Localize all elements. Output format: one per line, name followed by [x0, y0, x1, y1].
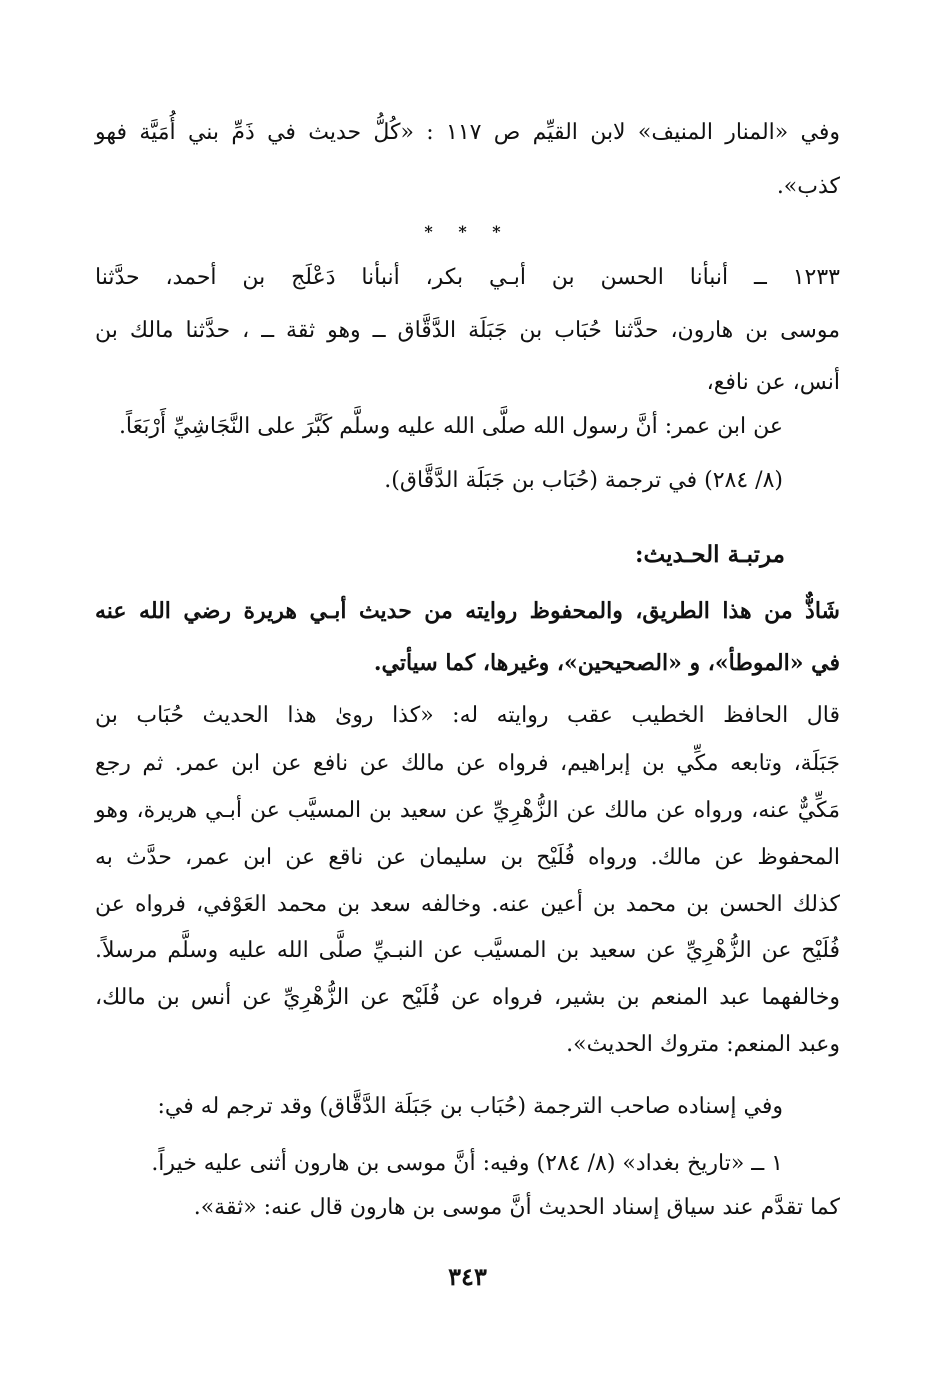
text-line: المحفوظ عن مالك. ورواه فُلَيْح بن سليمان عن ناقع عن ابن عمر، حدَّث به	[95, 845, 840, 870]
text-line: وفي إسناده صاحب الترجمة (حُبَاب بن جَبَلَة الدَّقَّاق) وقد ترجم له في:	[157, 1094, 783, 1119]
hadith-reference: (٨/ ٢٨٤) في ترجمة (حُبَاب بن جَبَلَة الدَّقَّاق).	[384, 468, 783, 493]
text-line: جَبَلَة، وتابعه مكِّي بن إبراهيم، فرواه عن مالك عن نافع عن ابن عمر. ثم رجع	[95, 751, 840, 776]
text-line: شَاذٌّ من هذا الطريق، والمحفوظ روايته من حديث أبـي هريرة رضي الله عنه	[95, 598, 840, 624]
text-line: ١٢٣٣ ــ أنبأنا الحسن بن أبـي بكر، أنبأنا دَعْلَج بن أحمد، حدَّثنا	[95, 265, 840, 290]
hadith-text: عن ابن عمر: أنَّ رسول الله صلَّى الله عليه وسلَّم كَبَّرَ على النَّجَاشِيِّ أَرْبَعَاً.	[118, 414, 783, 439]
text-line: وعبد المنعم: متروك الحديث».	[566, 1032, 840, 1057]
text-line: وفي «المنار المنيف» لابن القيِّم ص ١١٧ : «كُلُّ حديث في ذَمِّ بني أُمَيَّة فهو	[95, 120, 840, 145]
text-line: في «الموطأ»، و «الصحيحين»، وغيرها، كما سيأتي.	[373, 650, 840, 676]
text-line: أنس، عن نافع،	[706, 370, 840, 395]
source-item: ١ ــ «تاريخ بغداد» (٨/ ٢٨٤) وفيه: أنَّ موسى بن هارون أثنى عليه خيراً.	[151, 1151, 783, 1176]
text-line: كذب».	[776, 174, 840, 199]
text-line: كما تقدَّم عند سياق إسناد الحديث أنَّ موسى بن هارون قال عنه: «ثقة».	[193, 1195, 840, 1220]
text-line: كذلك الحسن بن محمد بن أعين عنه. وخالفه سعد بن محمد العَوْفي، فرواه عن	[95, 892, 840, 917]
section-heading: مرتبـة الحـديث:	[635, 541, 785, 568]
text-line: موسى بن هارون، حدَّثنا حُبَاب بن جَبَلَة الدَّقَّاق ــ وهو ثقة ــ ، حدَّثنا مالك بن	[95, 318, 840, 343]
page-number: ٣٤٣	[448, 1262, 487, 1291]
text-line: فُلَيْح عن الزُّهْرِيِّ عن سعيد بن المسيَّب عن النبـيِّ صلَّى الله عليه وسلَّم مرسلاً.	[95, 938, 840, 963]
section-separator: * * *	[424, 222, 511, 241]
text-line: مَكِّيٌّ عنه، ورواه عن مالك عن الزُّهْرِيِّ عن سعيد بن المسيَّب عن أبـي هريرة، وهو	[95, 798, 840, 823]
text-line: قال الحافظ الخطيب عقب روايته له: «كذا روىٰ هذا الحديث حُبَاب بن	[95, 703, 840, 728]
text-line: وخالفهما عبد المنعم بن بشير، فرواه عن فُلَيْح عن الزُّهْرِيِّ عن أنس بن مالك،	[95, 985, 840, 1010]
